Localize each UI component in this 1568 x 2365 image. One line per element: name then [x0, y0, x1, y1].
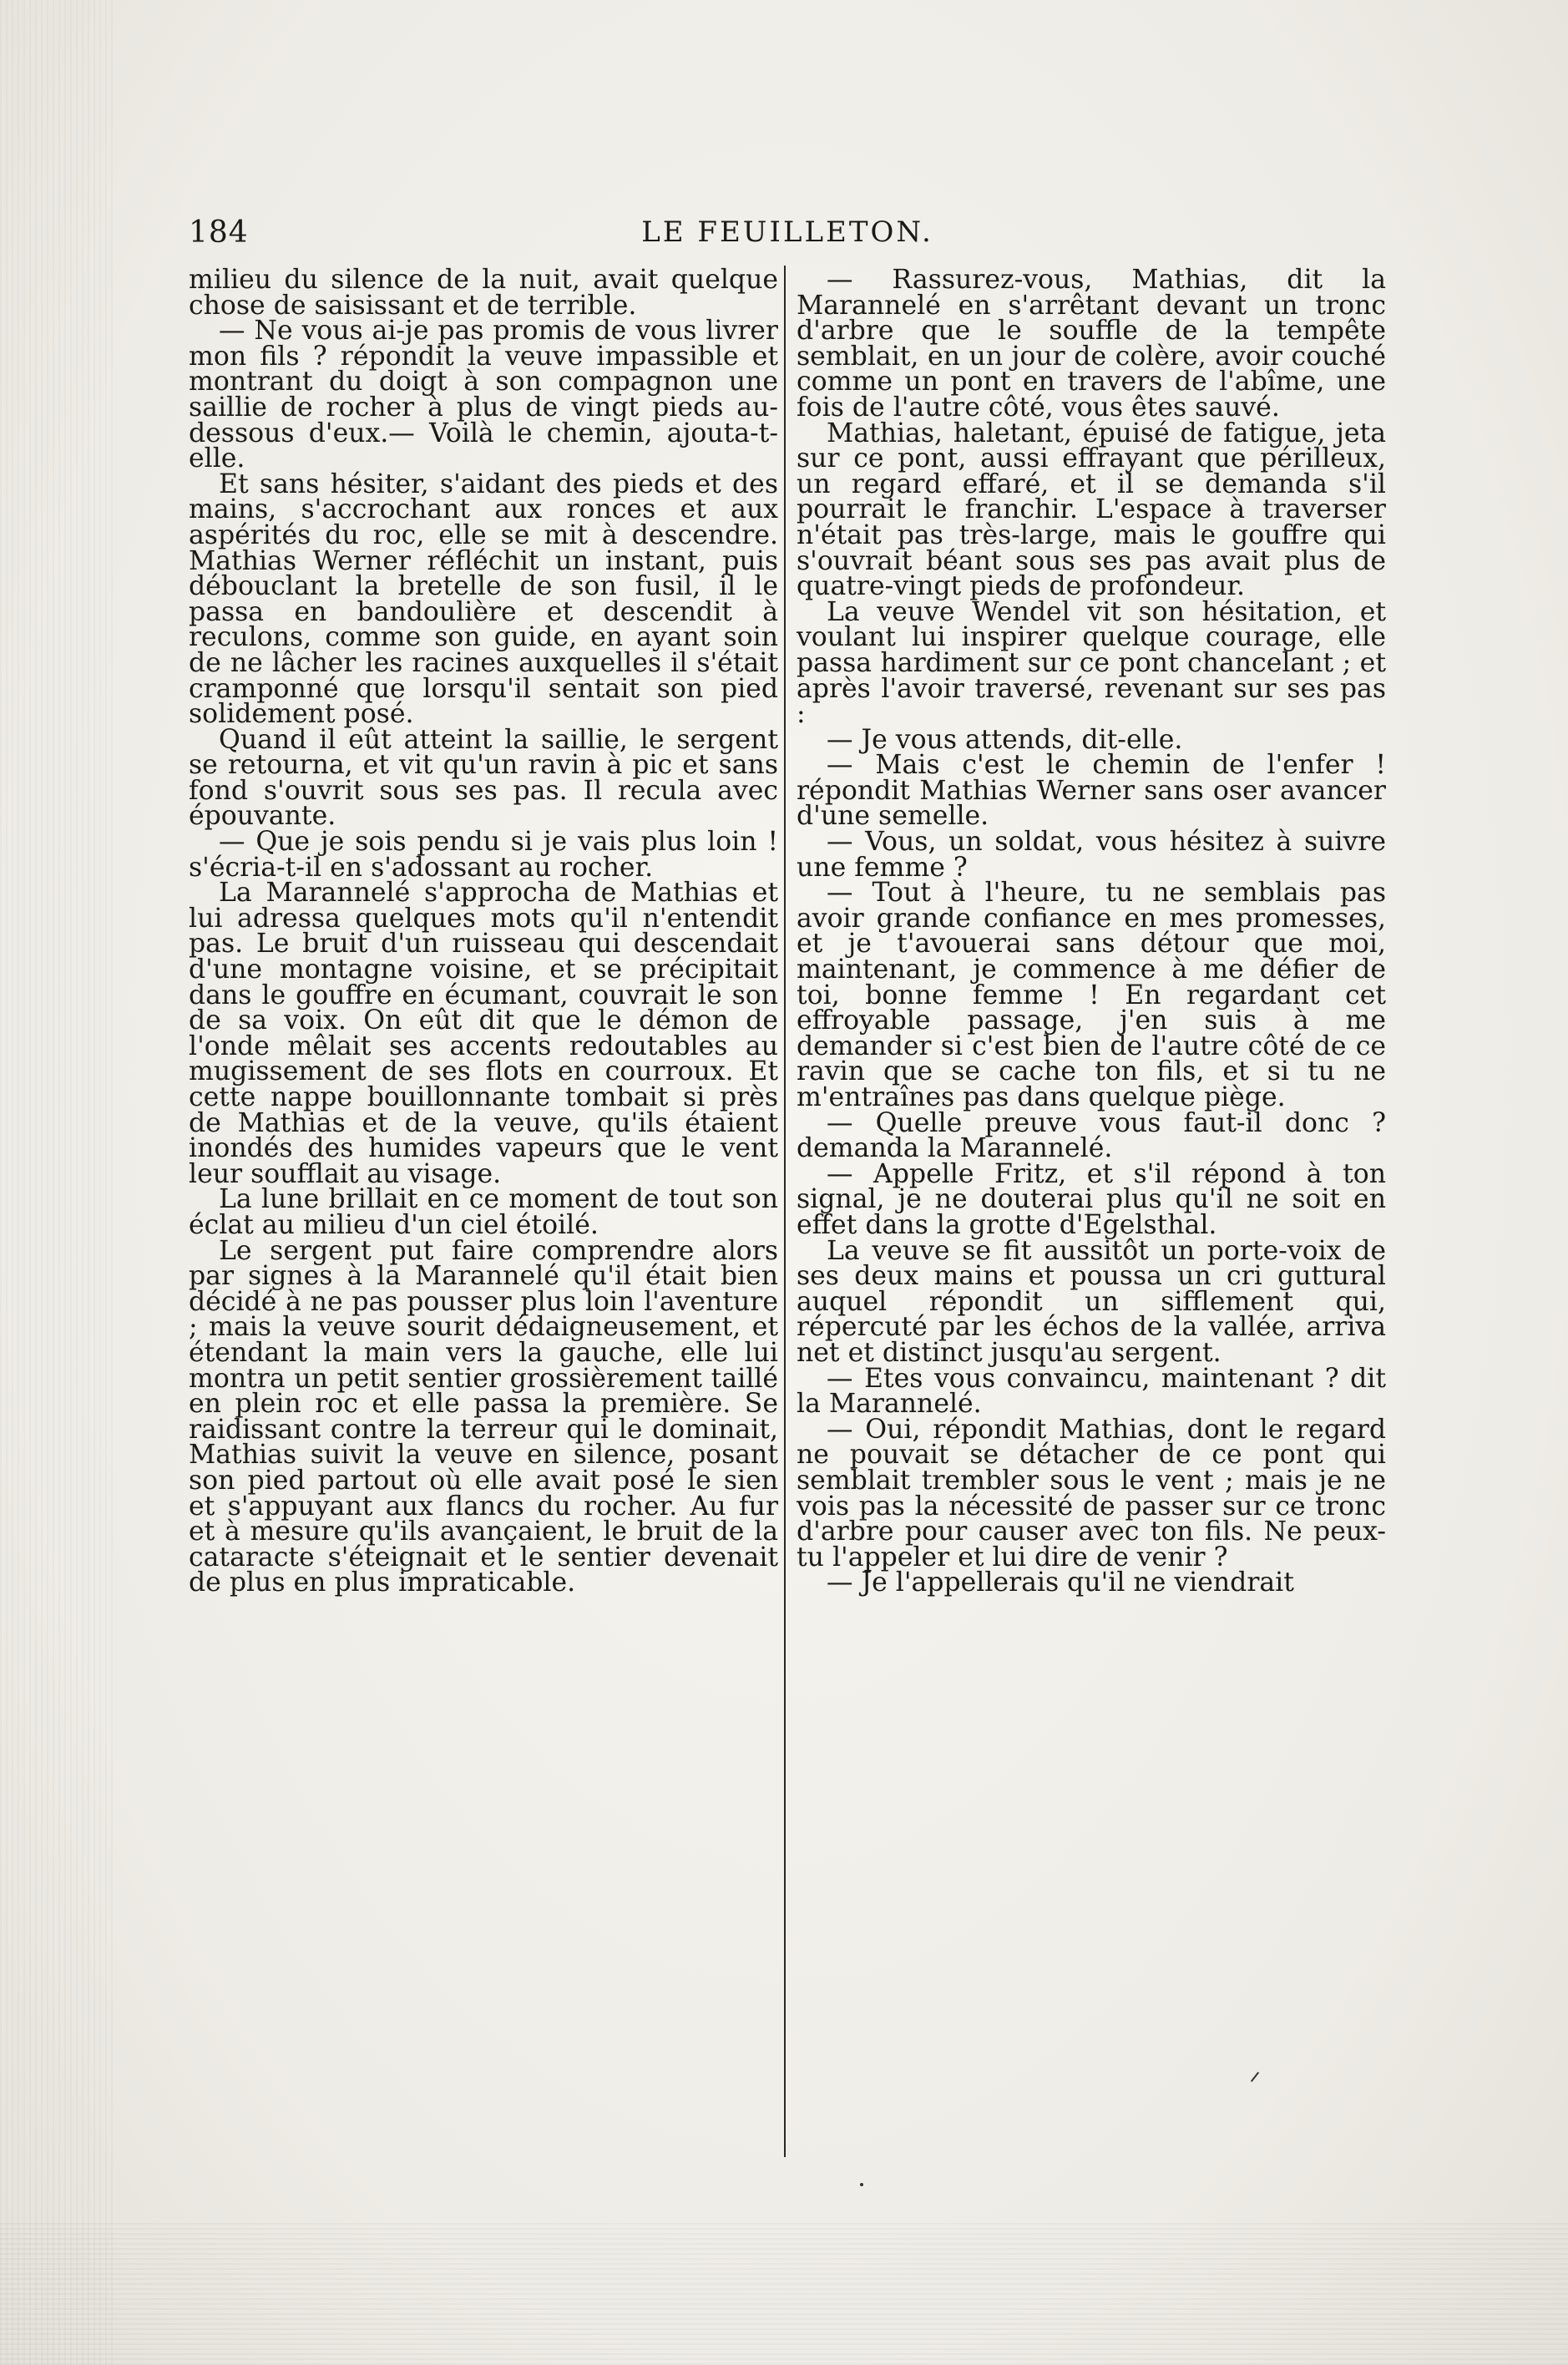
- paragraph: — Je vous attends, dit-elle.: [827, 724, 1183, 755]
- paragraph: milieu du silence de la nuit, avait quelque chose de saisissant et de terrible.: [189, 265, 778, 321]
- running-title: LE FEUILLETON.: [641, 215, 933, 249]
- paragraph: Mathias, haletant, épuisé de fatigue, jeta sur ce pont, aussi effrayant que périlleux, un regard effaré, et il se demanda s'il pourrait le franchir. L'espace à traverser n'était pas très-large, mais le gouffre qui s'ouvrait béant sous ses pas avait plus de quatre-vingt pieds de profondeur.: [797, 418, 1386, 602]
- right-column: [797, 267, 1386, 1596]
- paragraph: — Tout à l'heure, tu ne semblais pas avoir grande confiance en mes promesses, et je t'avouerai sans détour que moi, maintenant, je commence à me défier de toi, bonne femme ! En regardant cet effroyable passage, j'en suis à me demander si c'est bien de l'autre côté de ce ravin que se cache ton fils, et si tu ne m'entraînes pas dans quelque piège.: [797, 878, 1386, 1112]
- paragraph: La veuve se fit aussitôt un porte-voix de ses deux mains et poussa un cri guttural auquel répondit un sifflement qui, répercuté par les échos de la vallée, arriva net et distinct jusqu'au sergent.: [797, 1235, 1386, 1368]
- paragraph: — Rassurez-vous, Mathias, dit la Marannelé en s'arrêtant devant un tronc d'arbre que le souffle de la tempête semblait, en un jour de colère, avoir couché comme un pont en travers de l'abîme, une fois de l'autre côté, vous êtes sauvé.: [797, 265, 1386, 423]
- page-number: 184: [189, 215, 249, 250]
- paragraph: — Quelle preuve vous faut-il donc ? demanda la Marannelé.: [797, 1107, 1386, 1164]
- paragraph: Quand il eût atteint la saillie, le sergent se retourna, et vit qu'un ravin à pic et sans fond s'ouvrit sous ses pas. Il recula avec épouvante.: [189, 724, 778, 832]
- paragraph: — Vous, un soldat, vous hésitez à suivre une femme ?: [797, 827, 1386, 883]
- paragraph: — Appelle Fritz, et s'il répond à ton signal, je ne douterai plus qu'il ne soit en effet dans la grotte d'Egelsthal.: [797, 1158, 1386, 1240]
- paragraph: — Mais c'est le chemin de l'enfer ! répondit Mathias Werner sans oser avancer d'une semelle.: [797, 750, 1386, 832]
- paragraph: La lune brillait en ce moment de tout son éclat au milieu d'un ciel étoilé.: [189, 1184, 778, 1240]
- paragraph: — Etes vous convaincu, maintenant ? dit la Marannelé.: [797, 1363, 1386, 1420]
- page-header: [189, 215, 1386, 249]
- paragraph: — Je l'appellerais qu'il ne viendrait: [827, 1567, 1294, 1598]
- left-column: [189, 267, 778, 1596]
- scan-noise-left: [0, 0, 117, 2365]
- paragraph: Et sans hésiter, s'aidant des pieds et des mains, s'accrochant aux ronces et aux aspérités du roc, elle se mit à descendre. Mathias Werner réfléchit un instant, puis débouclant la bretelle de son fusil, il le passa en bandoulière et descendit à reculons, comme son guide, en ayant soin de ne lâcher les racines auxquelles il s'était cramponné que lorsqu'il sentait son pied solidement posé.: [189, 468, 778, 730]
- paragraph: — Que je sois pendu si je vais plus loin ! s'écria-t-il en s'adossant au rocher.: [189, 827, 778, 883]
- ink-mark: [1251, 2072, 1259, 2082]
- ink-dot: [860, 2183, 863, 2186]
- column-divider: [784, 266, 786, 2157]
- scan-noise-bottom: [0, 2221, 1568, 2365]
- paragraph: Le sergent put faire comprendre alors par signes à la Marannelé qu'il était bien décidé à ne pas pousser plus loin l'aventure ; mais la veuve sourit dédaigneusement, et étendant la main vers la gauche, elle lui montra un petit sentier grossièrement taillé en plein roc et elle passa la première. Se raidissant contre la terreur qui le dominait, Mathias suivit la veuve en silence, posant son pied partout où elle avait posé le sien et s'appuyant aux flancs du rocher. Au fur et à mesure qu'ils avançaient, le bruit de la cataracte s'éteignait et le sentier devenait de plus en plus impraticable.: [189, 1235, 778, 1598]
- paragraph: — Oui, répondit Mathias, dont le regard ne pouvait se détacher de ce pont qui semblait trembler sous le vent ; mais je ne vois pas la nécessité de passer sur ce tronc d'arbre pour causer avec ton fils. Ne peux-tu l'appeler et lui dire de venir ?: [797, 1414, 1386, 1572]
- paragraph: La veuve Wendel vit son hésitation, et voulant lui inspirer quelque courage, elle passa hardiment sur ce pont chancelant ; et après l'avoir traversé, revenant sur ses pas :: [797, 596, 1386, 730]
- paragraph: — Ne vous ai-je pas promis de vous livrer mon fils ? répondit la veuve impassible et montrant du doigt à son compagnon une saillie de rocher à plus de vingt pieds au-dessous d'eux.— Voilà le chemin, ajouta-t-elle.: [189, 316, 778, 474]
- paragraph: La Marannelé s'approcha de Mathias et lui adressa quelques mots qu'il n'entendit pas. Le bruit d'un ruisseau qui descendait d'une montagne voisine, et se précipitait dans le gouffre en écumant, couvrait le son de sa voix. On eût dit que le démon de l'onde mêlait ses accents redoutables au mugissement de ses flots en courroux. Et cette nappe bouillonnante tombait si près de Mathias et de la veuve, qu'ils étaient inondés des humides vapeurs que le vent leur soufflait au visage.: [189, 878, 778, 1189]
